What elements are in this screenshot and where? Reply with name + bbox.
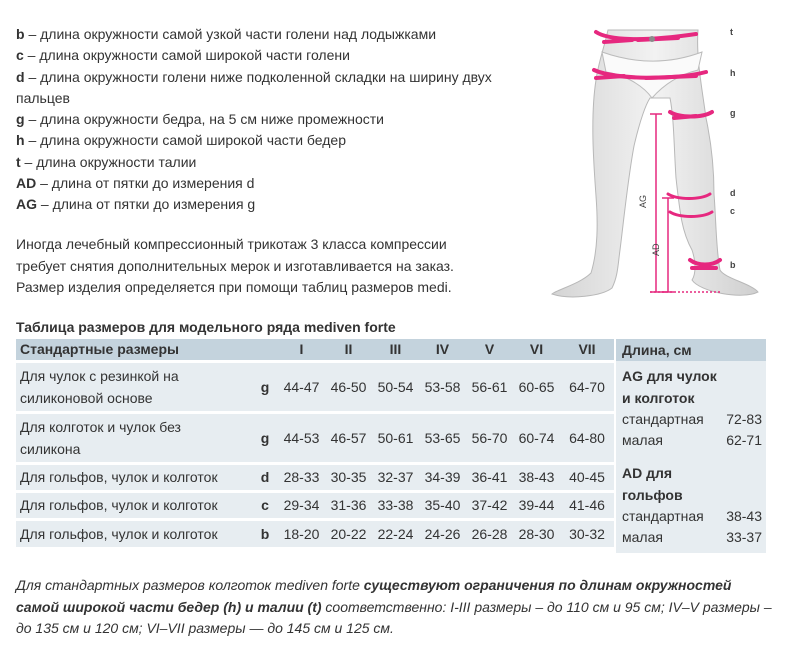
cell-value: 28-33 — [278, 463, 325, 491]
length-type: малая — [622, 529, 663, 545]
length-group-ad — [616, 451, 766, 548]
header-size: IV — [419, 339, 466, 361]
label-c: c — [730, 206, 736, 216]
row-label: Для чулок с резинкой на силиконовой основе — [16, 361, 252, 412]
intro-line: требует снятия дополнительных мерок и изготавливается на заказ. — [16, 257, 454, 274]
header-size: II — [325, 339, 372, 361]
cell-value: 37-42 — [466, 491, 513, 519]
label-g: g — [730, 108, 736, 118]
length-row — [616, 409, 766, 430]
row-code: d — [252, 463, 278, 491]
table-header-row — [16, 339, 614, 361]
group-title: гольфов — [622, 487, 683, 503]
intro-paragraph — [16, 234, 556, 299]
cell-value: 53-58 — [419, 361, 466, 412]
cell-value: 50-61 — [372, 412, 419, 463]
label-b: b — [730, 260, 736, 270]
group-title: и колготок — [622, 390, 695, 406]
length-panel — [616, 339, 766, 553]
row-label: Для гольфов, чулок и колготок — [16, 491, 252, 519]
legend-line: d – длина окружности голени ниже подколенной складки на ширину двух — [16, 68, 492, 85]
waist-marker — [649, 36, 655, 42]
legend-line: h – длина окружности самой широкой части бедер — [16, 132, 346, 149]
cell-value: 31-36 — [325, 491, 372, 519]
cell-value: 22-24 — [372, 519, 419, 547]
cell-value: 40-45 — [560, 463, 614, 491]
legend-line: пальцев — [16, 89, 70, 106]
restrictions-note: Для стандартных размеров колготок mediven forte существуют ограничения по длинам окружностей самой широкой части бедер (h) и талии (t) соответственно: I-III размеры – до 110 см и 95 см; IV–V размеры – до 135 см и 120 см; VI–VII размеры — до 145 см и 125 см. — [16, 577, 772, 636]
cell-value: 36-41 — [466, 463, 513, 491]
label-h: h — [730, 68, 736, 78]
intro-line: Размер изделия определяется при помощи таблиц размеров medi. — [16, 279, 452, 295]
cell-value: 46-57 — [325, 412, 372, 463]
table-title: Таблица размеров для модельного ряда mediven forte — [16, 319, 396, 335]
legend-line: AG – длина от пятки до измерения g — [16, 196, 256, 213]
cell-value: 50-54 — [372, 361, 419, 412]
row-label: Для гольфов, чулок и колготок — [16, 519, 252, 547]
row-code: b — [252, 519, 278, 547]
cell-value: 33-38 — [372, 491, 419, 519]
table-row — [16, 491, 614, 519]
cell-value: 60-65 — [513, 361, 560, 412]
cell-value: 38-43 — [513, 463, 560, 491]
intro-line: Иногда лечебный компрессионный трикотаж 3 класса компрессии — [16, 236, 447, 252]
cell-value: 46-50 — [325, 361, 372, 412]
table-row — [16, 519, 614, 547]
cell-value: 20-22 — [325, 519, 372, 547]
cell-value: 56-70 — [466, 412, 513, 463]
cell-value: 60-74 — [513, 412, 560, 463]
length-header: Длина, см — [616, 339, 766, 361]
cell-value: 64-70 — [560, 361, 614, 412]
cell-value: 30-32 — [560, 519, 614, 547]
length-value: 33-37 — [726, 529, 762, 545]
legend-line: b – длина окружности самой узкой части голени над лодыжками — [16, 26, 437, 42]
length-type: стандартная — [622, 508, 704, 524]
cell-value: 29-34 — [278, 491, 325, 519]
cell-value: 18-20 — [278, 519, 325, 547]
header-standard-sizes: Стандартные размеры — [16, 339, 278, 361]
header-size: V — [466, 339, 513, 361]
axis-label-ag: AG — [638, 194, 648, 208]
length-value: 38-43 — [726, 508, 762, 524]
group-title: AG для чулок — [622, 368, 717, 384]
length-value: 72-83 — [726, 411, 762, 427]
cell-value: 34-39 — [419, 463, 466, 491]
cell-value: 44-53 — [278, 412, 325, 463]
cell-value: 41-46 — [560, 491, 614, 519]
header-size: VI — [513, 339, 560, 361]
row-code: g — [252, 412, 278, 463]
label-t: t — [730, 27, 733, 37]
label-d: d — [730, 188, 736, 198]
length-type: стандартная — [622, 411, 704, 427]
leg-measurement-figure — [546, 18, 772, 300]
cell-value: 24-26 — [419, 519, 466, 547]
cell-value: 64-80 — [560, 412, 614, 463]
legend-line: g – длина окружности бедра, на 5 см ниже промежности — [16, 111, 384, 128]
header-size: III — [372, 339, 419, 361]
cell-value: 32-37 — [372, 463, 419, 491]
cell-value: 28-30 — [513, 519, 560, 547]
row-code: c — [252, 491, 278, 519]
row-code: g — [252, 361, 278, 412]
table-row — [16, 463, 614, 491]
table-row — [16, 412, 614, 463]
cell-value: 35-40 — [419, 491, 466, 519]
table-row — [16, 361, 614, 412]
axis-label-ad: AD — [651, 243, 661, 256]
length-group-ag — [616, 361, 766, 451]
length-value: 62-71 — [726, 432, 762, 448]
header-size: VII — [560, 339, 614, 361]
cell-value: 39-44 — [513, 491, 560, 519]
cell-value: 26-28 — [466, 519, 513, 547]
legend-line: AD – длина от пятки до измерения d — [16, 175, 255, 192]
length-row — [616, 527, 766, 548]
legend-line: t – длина окружности талии — [16, 153, 197, 170]
row-label: Для колготок и чулок без силикона — [16, 412, 252, 463]
group-title: AD для — [622, 465, 673, 481]
length-row — [616, 506, 766, 527]
legend-line: c – длина окружности самой широкой части голени — [16, 47, 350, 64]
length-type: малая — [622, 432, 663, 448]
cell-value: 44-47 — [278, 361, 325, 412]
cell-value: 30-35 — [325, 463, 372, 491]
leg-diagram — [546, 18, 772, 300]
length-row — [616, 430, 766, 451]
cell-value: 56-61 — [466, 361, 513, 412]
header-size: I — [278, 339, 325, 361]
measurement-legend — [16, 24, 556, 216]
size-table — [16, 339, 614, 547]
row-label: Для гольфов, чулок и колготок — [16, 463, 252, 491]
cell-value: 53-65 — [419, 412, 466, 463]
